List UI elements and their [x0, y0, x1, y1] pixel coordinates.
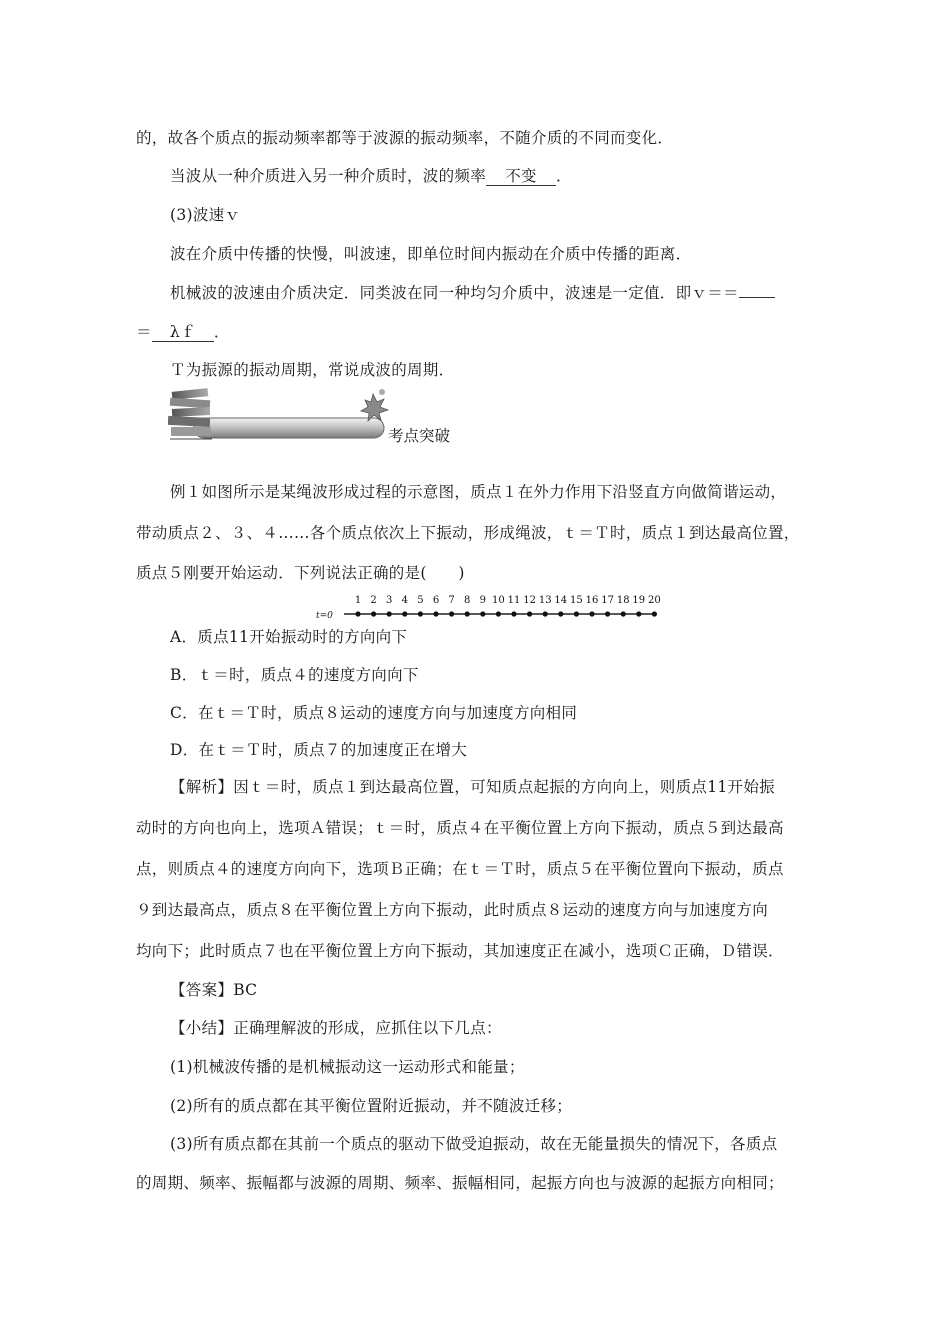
rope-particle-label-20: 20	[648, 595, 661, 606]
text-segment: ．	[556, 167, 572, 185]
fill-blank-answer: λｆ	[152, 323, 214, 342]
rope-particle-16	[589, 611, 594, 616]
rope-particle-14	[558, 611, 563, 616]
rope-particle-label-12: 12	[523, 595, 536, 606]
rope-particle-label-1: 1	[354, 595, 362, 606]
rope-particle-10	[496, 611, 501, 616]
analysis-line-1: 【解析】因ｔ＝时，质点１到达最高位置，可知质点起振的方向向上，则质点11开始振	[170, 778, 775, 796]
rope-particle-label-11: 11	[507, 595, 521, 606]
rope-particle-1	[355, 611, 360, 616]
subheading-wave-speed: (3)波速ｖ	[170, 206, 241, 224]
example-line-2: 带动质点２、３、４……各个质点依次上下振动，形成绳波，ｔ＝Ｔ时，质点１到达最高位置，	[136, 524, 800, 542]
summary-item-3-line-2: 的周期、频率、振幅都与波源的周期、频率、振幅相同，起振方向也与波源的起振方向相同；	[136, 1174, 784, 1192]
rope-particle-label-7: 7	[448, 595, 455, 606]
analysis-line-2: 动时的方向也向上，选项Ａ错误；ｔ＝时，质点４在平衡位置上方向下振动，质点５到达最高	[136, 819, 784, 837]
text-segment: ＝	[136, 323, 152, 341]
paragraph-period: Ｔ为振源的振动周期，常说成波的周期．	[170, 361, 455, 379]
rope-particle-label-9: 9	[479, 595, 486, 606]
rope-particle-7	[449, 611, 454, 616]
rope-particle-label-18: 18	[616, 595, 630, 606]
rope-particle-12	[527, 611, 532, 616]
rope-particle-label-4: 4	[401, 595, 408, 606]
rope-particle-19	[636, 611, 641, 616]
paragraph-frequency-end: 的，故各个质点的振动频率都等于波源的振动频率，不随介质的不同而变化．	[136, 129, 674, 147]
rope-particle-label-3: 3	[386, 595, 393, 606]
rope-particle-label-10: 10	[492, 595, 505, 606]
time-label: t=0	[316, 611, 333, 621]
rope-particle-6	[433, 611, 438, 616]
rope-particle-label-8: 8	[464, 595, 471, 606]
rope-particle-20	[652, 611, 657, 616]
rope-wave-figure	[310, 593, 670, 623]
rope-particle-label-15: 15	[570, 595, 583, 606]
text-segment: 当波从一种介质进入另一种介质时，波的频率	[170, 167, 487, 185]
banner-bar	[194, 418, 384, 438]
rope-particle-label-19: 19	[632, 595, 646, 606]
rope-particle-label-17: 17	[601, 595, 614, 606]
rope-particle-label-6: 6	[432, 595, 440, 606]
rope-particle-3	[387, 611, 392, 616]
paragraph-wave-speed-formula	[136, 322, 230, 342]
rope-particle-17	[605, 611, 610, 616]
summary-item-2: (2)所有的质点都在其平衡位置附近振动，并不随波迁移；	[170, 1097, 573, 1115]
answer-line: 【答案】BC	[170, 981, 258, 999]
option-a: A．质点11开始振动时的方向向下	[170, 628, 408, 646]
option-c: C．在ｔ＝Ｔ时，质点８运动的速度方向与加速度方向相同	[170, 704, 578, 722]
rope-particle-8	[465, 611, 470, 616]
example-line-1: 例１如图所示是某绳波形成过程的示意图，质点１在外力作用下沿竖直方向做简谐运动，	[170, 483, 787, 501]
summary-title: 【小结】正确理解波的形成，应抓住以下几点：	[170, 1019, 502, 1037]
rope-particle-2	[371, 611, 376, 616]
rope-particle-11	[511, 611, 516, 616]
rope-particle-label-16: 16	[585, 595, 599, 606]
paragraph-wave-speed-definition: 波在介质中传播的快慢，叫波速，即单位时间内振动在介质中传播的距离．	[170, 245, 692, 263]
rope-particle-4	[402, 611, 407, 616]
rope-particle-label-5: 5	[417, 595, 424, 606]
rope-particle-13	[543, 611, 548, 616]
option-b: B．ｔ＝时，质点４的速度方向向下	[170, 666, 419, 684]
fill-blank-empty	[739, 297, 775, 298]
option-d: D．在ｔ＝Ｔ时，质点７的加速度正在增大	[170, 741, 468, 759]
text-segment: 机械波的波速由介质决定．同类波在同一种均匀介质中，波速是一定值．即ｖ＝＝	[170, 284, 739, 302]
summary-item-3-line-1: (3)所有质点都在其前一个质点的驱动下做受迫振动，故在无能量损失的情况下，各质点	[170, 1135, 778, 1153]
rope-particle-15	[574, 611, 579, 616]
summary-item-1: (1)机械波传播的是机械振动这一运动形式和能量；	[170, 1058, 525, 1076]
maple-leaf-icon	[361, 389, 388, 421]
rope-particle-5	[418, 611, 423, 616]
analysis-line-3: 点，则质点４的速度方向向下，选项Ｂ正确；在ｔ＝Ｔ时，质点５在平衡位置向下振动，质点	[136, 860, 784, 878]
text-segment: ．	[213, 323, 230, 341]
paragraph-frequency-unchanged	[170, 166, 572, 186]
paragraph-wave-speed-medium	[170, 283, 775, 303]
books-icon	[168, 388, 212, 439]
rope-particle-label-2: 2	[370, 595, 377, 606]
rope-particle-label-13: 13	[538, 595, 552, 606]
fill-blank-answer: 不变	[486, 167, 556, 186]
section-title: 考点突破	[388, 427, 451, 445]
rope-particle-9	[480, 611, 485, 616]
rope-particle-label-14: 14	[554, 595, 568, 606]
analysis-line-5: 均向下；此时质点７也在平衡位置上方向下振动，其加速度正在减小，选项Ｃ正确，Ｄ错误．	[136, 942, 784, 960]
analysis-line-4: ９到达最高点，质点８在平衡位置上方向下振动，此时质点８运动的速度方向与加速度方向	[136, 901, 769, 919]
example-line-3: 质点５刚要开始运动．下列说法正确的是( )	[136, 564, 465, 582]
rope-particle-18	[621, 611, 626, 616]
